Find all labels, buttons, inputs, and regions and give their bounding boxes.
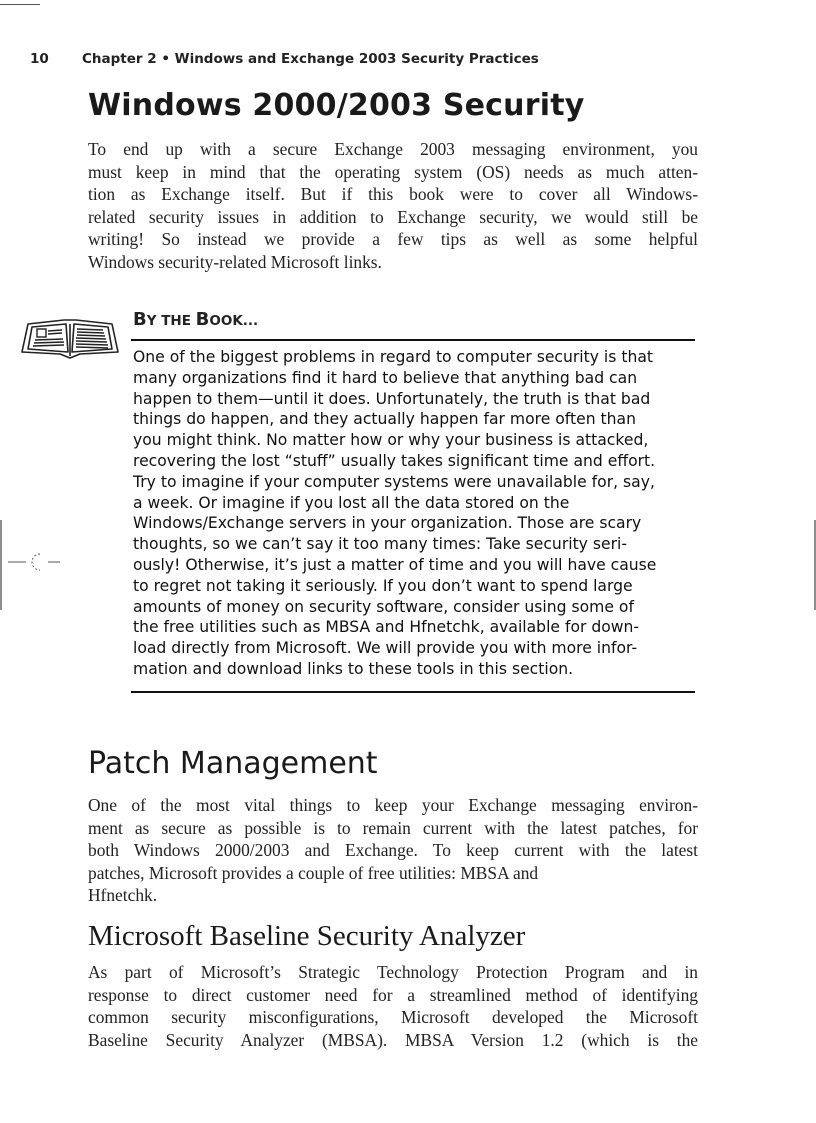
intro-line: related security issues in addition to Exchange security, we would still be xyxy=(88,206,698,227)
sidebar-line: the free utilities such as MBSA and Hfnetchk, available for down- xyxy=(133,618,640,637)
mbsa-heading: Microsoft Baseline Security Analyzer xyxy=(88,920,526,952)
crop-mark-right xyxy=(806,520,816,610)
patch-paragraph xyxy=(88,794,698,907)
mbsa-line: Baseline Security Analyzer (MBSA). MBSA Version 1.2 (which is the xyxy=(88,1029,698,1050)
sidebar-line: One of the biggest problems in regard to computer security is that xyxy=(133,348,654,366)
sidebar-line: load directly from Microsoft. We will provide you with more infor- xyxy=(133,639,638,658)
patch-line: patches, Microsoft provides a couple of free utilities: MBSA and xyxy=(88,862,539,883)
sidebar-title-smallcaps: Y THE xyxy=(146,313,196,329)
sidebar-line: you might think. No matter how or why your business is attacked, xyxy=(133,431,649,450)
mbsa-line: As part of Microsoft’s Strategic Technology Protection Program and in xyxy=(88,962,698,982)
sidebar-title xyxy=(133,309,258,330)
intro-line: writing! So instead we provide a few tips as well as some helpful xyxy=(88,229,698,249)
sidebar-line: many organizations find it hard to believe that anything bad can xyxy=(133,368,638,387)
open-book-icon xyxy=(20,314,120,360)
sidebar-line: to regret not taking it seriously. If you don’t want to spend large xyxy=(133,576,633,595)
intro-line: must keep in mind that the operating system (OS) needs as much atten- xyxy=(88,161,698,182)
sidebar-top-rule xyxy=(131,339,695,341)
section-heading: Windows 2000/2003 Security xyxy=(88,88,585,123)
sidebar-title-letter: B xyxy=(195,309,210,330)
sidebar-line: happen to them—until it does. Unfortunately, the truth is that bad xyxy=(133,389,651,408)
top-edge-rule xyxy=(0,4,40,5)
sidebar-line: ously! Otherwise, it’s just a matter of time and you will have cause xyxy=(133,555,657,574)
mbsa-line: common security misconfigurations, Microsoft developed the Microsoft xyxy=(88,1007,698,1027)
sidebar-body xyxy=(133,347,693,680)
sidebar-line: mation and download links to these tools in this section. xyxy=(133,659,574,678)
page-number: 10 xyxy=(30,51,49,67)
sidebar-line: Windows/Exchange servers in your organization. Those are scary xyxy=(133,514,642,533)
sidebar-title-smallcaps: OOK... xyxy=(209,313,259,329)
sidebar-line: a week. Or imagine if you lost all the data stored on the xyxy=(133,493,570,512)
patch-line: Hfnetchk. xyxy=(88,885,158,905)
sidebar-bottom-rule xyxy=(131,691,695,693)
patch-line: One of the most vital things to keep your Exchange messaging environ- xyxy=(88,795,698,815)
intro-line: tion as Exchange itself. But if this book were to cover all Windows- xyxy=(88,184,698,204)
patch-management-heading: Patch Management xyxy=(88,746,378,781)
intro-paragraph xyxy=(88,138,698,273)
sidebar-line: Try to imagine if your computer systems were unavailable for, say, xyxy=(133,472,655,491)
running-head-title: Chapter 2 • Windows and Exchange 2003 Security Practices xyxy=(82,51,539,67)
sidebar-line: recovering the lost “stuff” usually takes significant time and effort. xyxy=(133,451,656,470)
registration-mark-icon xyxy=(6,548,62,576)
patch-line: both Windows 2000/2003 and Exchange. To keep current with the latest xyxy=(88,840,698,860)
sidebar-title-letter: B xyxy=(133,309,147,330)
intro-line: Windows security-related Microsoft links. xyxy=(88,251,382,272)
mbsa-paragraph xyxy=(88,961,698,1051)
sidebar-line: things do happen, and they actually happen far more often than xyxy=(133,410,636,429)
intro-line: To end up with a secure Exchange 2003 messaging environment, you xyxy=(88,139,698,159)
patch-line: ment as secure as possible is to remain current with the latest patches, for xyxy=(88,817,698,838)
mbsa-line: response to direct customer need for a streamlined method of identifying xyxy=(88,984,698,1005)
sidebar-line: amounts of money on security software, consider using some of xyxy=(133,597,634,616)
running-head xyxy=(30,51,539,67)
sidebar-line: thoughts, so we can’t say it too many times: Take security seri- xyxy=(133,535,627,554)
